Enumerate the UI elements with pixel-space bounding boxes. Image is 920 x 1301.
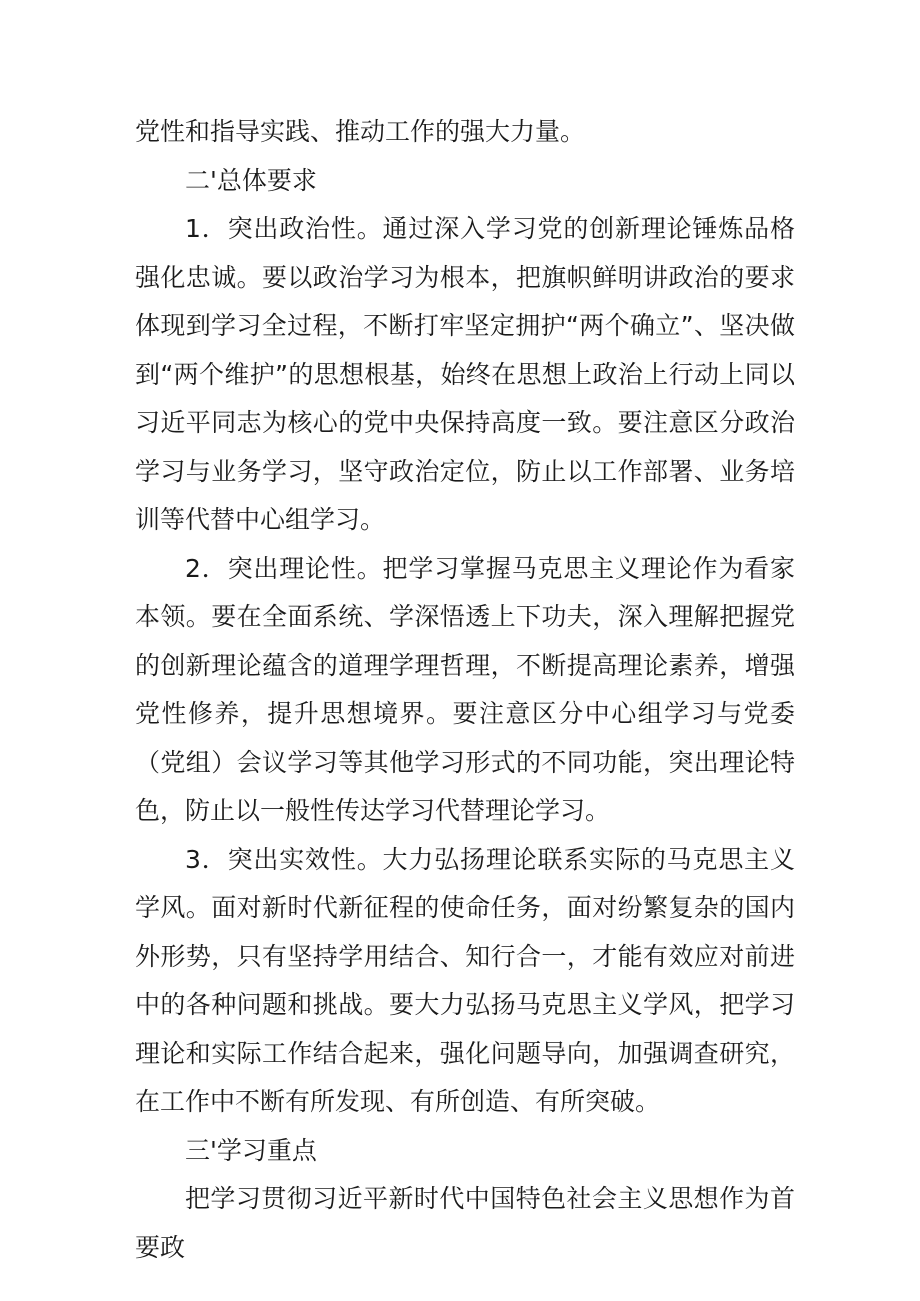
section-heading-requirements: 二'总体要求: [185, 165, 317, 195]
document-body: [135, 108, 795, 1272]
paragraph-continuation: 党性和指导实践、推动工作的强大力量。: [135, 117, 586, 146]
paragraph-theoretical: 2．突出理论性。把学习掌握马克思主义理论作为看家本领。要在全面系统、学深悟透上下功夫，深入理解把握党的创新理论蕴含的道理学理哲理，不断提高理论素养，增强党性修养，提升思想境界。要注意区分中心组学习与党委（党组）会议学习等其他学习形式的不同功能，突出理论特色，防止以一般性传达学习代替理论学习。: [135, 553, 795, 825]
paragraph-political: 1．突出政治性。通过深入学习党的创新理论锤炼品格强化忠诚。要以政治学习为根本，把旗帜鲜明讲政治的要求体现到学习全过程，不断打牢坚定拥护“两个确立”、坚决做到“两个维护”的思想根基，始终在思想上政治上行动上同以习近平同志为核心的党中央保持高度一致。要注意区分政治学习与业务学习，坚守政治定位，防止以工作部署、业务培训等代替中心组学习。: [135, 214, 795, 534]
section-heading-focus: 三'学习重点: [185, 1135, 317, 1165]
paragraph-focus-start: 把学习贯彻习近平新时代中国特色社会主义思想作为首要政: [135, 1184, 795, 1262]
paragraph-effectiveness: 3．突出实效性。大力弘扬理论联系实际的马克思主义学风。面对新时代新征程的使命任务，面对纷繁复杂的国内外形势，只有坚持学用结合、知行合一，才能有效应对前进中的各种问题和挑战。要大力弘扬马克思主义学风，把学习理论和实际工作结合起来，强化问题导向，加强调查研究，在工作中不断有所发现、有所创造、有所突破。: [135, 844, 795, 1116]
